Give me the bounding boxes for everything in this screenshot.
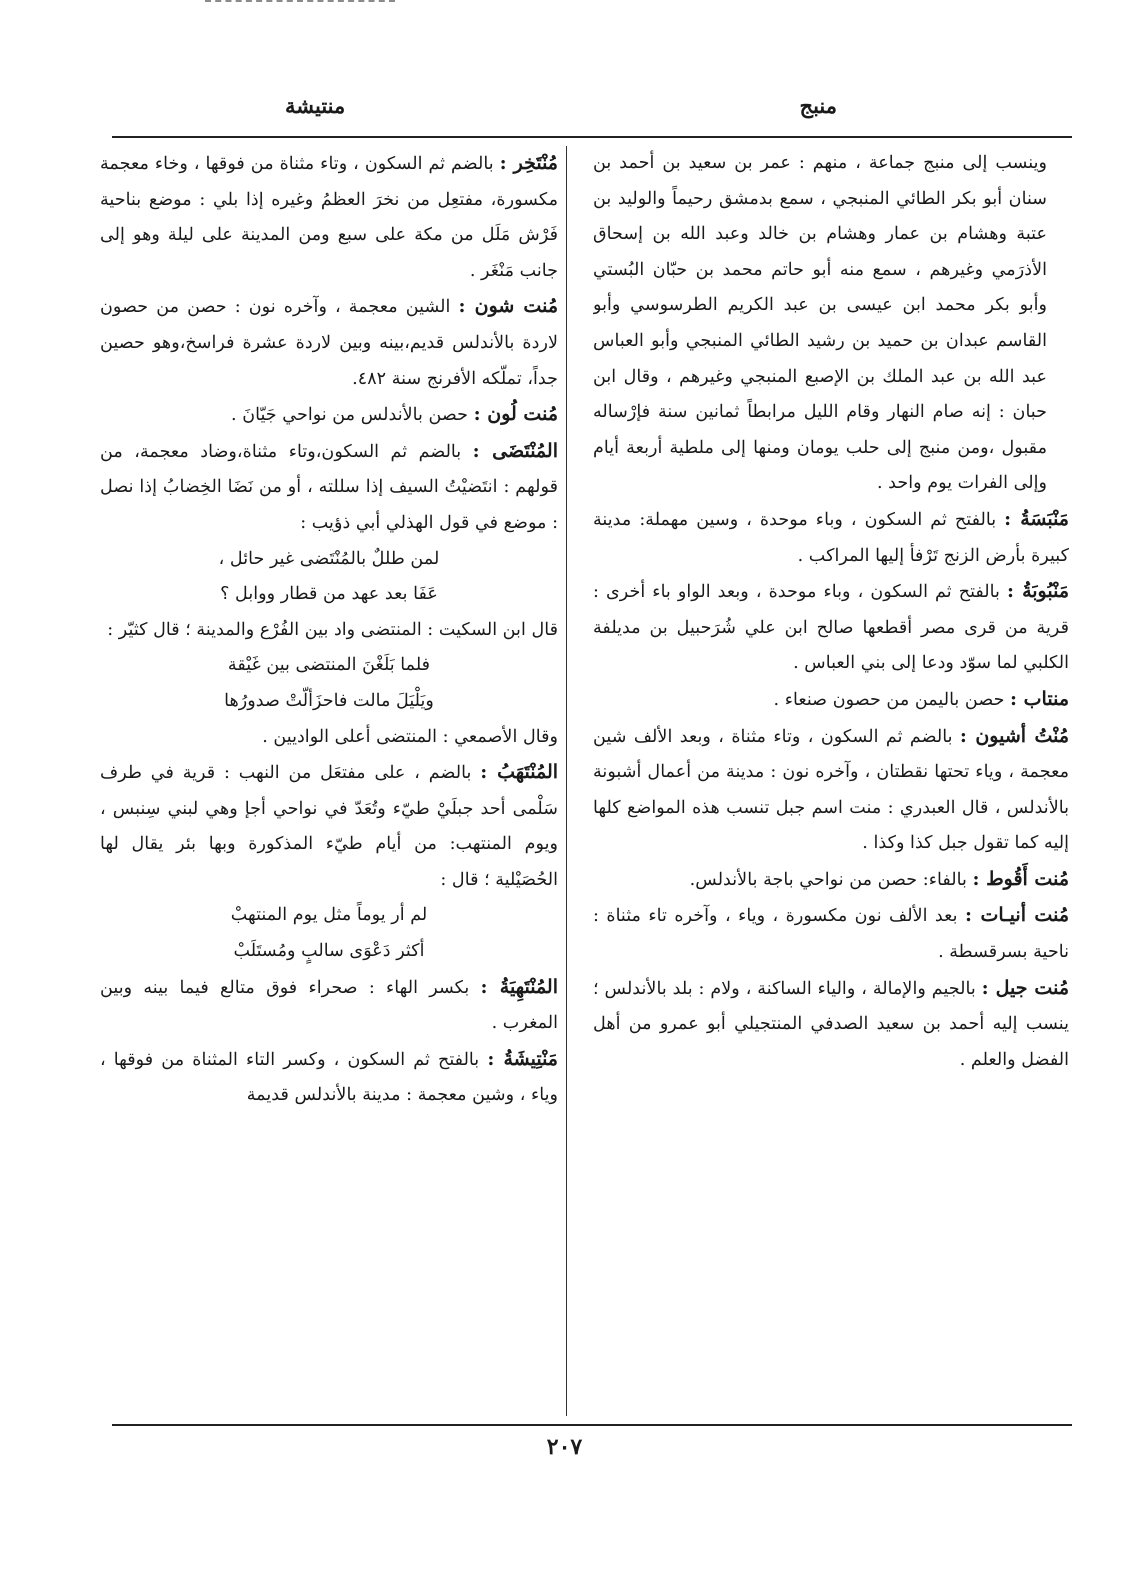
dictionary-entry bbox=[593, 898, 1069, 970]
entry-definition: بعد الألف نون مكسورة ، وياء ، وآخره تاء مثناة : ناحية بسرقسطة . bbox=[593, 906, 1069, 963]
footer-rule bbox=[112, 1424, 1072, 1426]
text-paragraph: قال ابن السكيت : المنتضى واد بين الفُرْع والمدينة ؛ قال كثيّر : bbox=[107, 619, 558, 640]
entry-definition: حصن بالأندلس من نواحي جَيّانَ . bbox=[231, 405, 474, 426]
entry-definition: بالفتح ثم السكون ، وباء موحدة ، وبعد الواو باء أخرى : قرية من قرى مصر أقطعها صالح ابن علي شُرَحبيل بن مديلفة الكلبي لما سوّد ودعا إلى بني العباس . bbox=[593, 582, 1069, 674]
entry-headword: مُنْتَخِر : bbox=[499, 152, 558, 174]
entry-headword: المُنْتَهِيَةُ : bbox=[480, 975, 558, 998]
dictionary-entry bbox=[100, 397, 558, 434]
dictionary-entry bbox=[100, 1042, 558, 1114]
dictionary-entry bbox=[593, 971, 1069, 1079]
entry-headword: مُنت أَقُوط : bbox=[972, 867, 1069, 890]
entry-definition: بالضم ثم السكون ، وتاء مثناة ، وبعد الألف شين معجمة ، وياء تحتها نقطتان ، وآخره نون : مدينة من أعمال أشبونة بالأندلس ، قال العبدري : منت اسم جبل تنسب هذه المواضع كلها إليه كما تقول جبل كذا وكذا . bbox=[593, 726, 1069, 854]
verse-line: ويَلْيَلَ مالت فاحزَألّتْ صدورُها bbox=[224, 690, 434, 711]
dictionary-entry bbox=[100, 289, 558, 397]
header-rule bbox=[112, 136, 1072, 138]
entry-definition: بالفتح ثم السكون ، وباء موحدة ، وسين مهملة: مدينة كبيرة بأرض الزنج تَرْفأ إليها المراكب . bbox=[593, 509, 1069, 566]
entry-definition: بالضم ثم السكون ، وتاء مثناة من فوقها ، وخاء معجمة مكسورة، مفتعِل من نخرَ العظمُ وغيره إذا بلي : موضع بناحية فَرْش مَلَل من مكة على سبع ومن المدينة على ليلة وهو إلى جانب مَنْغَر . bbox=[100, 154, 558, 281]
entry-headword: مُنْتُ أشيون : bbox=[959, 724, 1069, 747]
dictionary-entry bbox=[100, 970, 558, 1042]
entry-headword: مُنت جيل : bbox=[981, 976, 1069, 999]
running-head-left: منتيشة bbox=[285, 93, 346, 118]
entry-headword: مَنْبَسَةُ : bbox=[1004, 507, 1069, 530]
column-divider bbox=[566, 146, 567, 1416]
dictionary-entry bbox=[593, 862, 1069, 899]
entry-definition: بالفتح ثم السكون ، وكسر التاء المثناة من فوقها ، وياء ، وشين معجمة : مدينة بالأندلس قديمة bbox=[100, 1049, 558, 1106]
verse-line: لم أر يوماً مثل يوم المنتهبْ bbox=[230, 905, 428, 926]
dictionary-entry bbox=[593, 574, 1069, 682]
entry-headword: المُنْتَهَبُ : bbox=[480, 761, 558, 784]
entry-headword: منتاب : bbox=[1010, 687, 1069, 710]
entry-headword: مُنت أنيـات : bbox=[964, 904, 1069, 927]
dictionary-entry bbox=[100, 434, 558, 542]
page-number: ٢٠٧ bbox=[546, 1434, 583, 1460]
entry-headword: مَنْتِيشَةُ : bbox=[487, 1047, 558, 1070]
right-column bbox=[593, 146, 1069, 1421]
entry-headword: مُنت لُون : bbox=[473, 403, 558, 426]
running-head-right: منبج bbox=[799, 93, 837, 118]
entry-definition: بالجيم والإمالة ، والياء الساكنة ، ولام : بلد بالأندلس ؛ ينسب إليه أحمد بن سعيد الصدفي المنتجيلي أبو عمرو من أهل الفضل والعلم . bbox=[593, 978, 1069, 1070]
dictionary-entry bbox=[100, 146, 558, 289]
verse-line: فلما بَلَغْنَ المنتضى بين غَيْقة bbox=[227, 655, 431, 676]
dictionary-entry bbox=[593, 502, 1069, 574]
entry-headword: مَنْبُوبَةُ : bbox=[1006, 580, 1069, 603]
entry-definition: بالضم ، على مفتعَل من النهب : قرية في طرف سَلْمى أحد جبلَيْ طيّء وتُعَدّ في نواحي أجإ وهي لبني سِنبس ، ويوم المنتهب: من أيام طيّء المذكورة وبها بئر يقال لها الحُصَيْلية ؛ قال : bbox=[100, 763, 558, 890]
verse-line: عَفَا بعد عهد من قطار ووابل ؟ bbox=[220, 584, 438, 605]
verse-line: لمن طللٌ بالمُنْتَضى غير حائل ، bbox=[218, 548, 440, 569]
entry-headword: المُنْتَضَى : bbox=[472, 439, 558, 462]
verse-line: أكثر دَعْوَى سالبٍ ومُستَلَبْ bbox=[233, 941, 425, 962]
text-paragraph: وقال الأصمعي : المنتضى أعلى الواديين . bbox=[262, 726, 558, 747]
entry-definition: بالفاء: حصن من نواحي باجة بالأندلس. bbox=[689, 869, 973, 890]
top-dashed-mark bbox=[205, 0, 395, 10]
entry-definition: بالضم ثم السكون،وتاء مثناة،وضاد معجمة، من قولهم : انتَضيْتُ السيف إذا سللته ، أو من نَضَا الخِضابُ إذا نصل : موضع في قول الهذلي أبي ذؤيب : bbox=[100, 441, 558, 533]
dictionary-entry bbox=[100, 755, 558, 898]
entry-definition: بكسر الهاء : صحراء فوق متالع فيما بينه وبين المغرب . bbox=[100, 977, 558, 1034]
dictionary-entry bbox=[593, 719, 1069, 862]
entry-headword: مُنت شون : bbox=[458, 295, 558, 318]
left-column bbox=[100, 146, 558, 1421]
dictionary-entry bbox=[593, 682, 1069, 719]
entry-continuation: وينسب إلى منبج جماعة ، منهم : عمر بن سعيد بن أحمد بن سنان أبو بكر الطائي المنبجي ، سمع بدمشق رحيماً والوليد بن عتبة وهشام بن عمار وهشام بن خالد وعبد الله بن إسحاق الأذرَمي وغيرهم ، سمع منه أبو حاتم محمد بن حبّان البُستي وأبو بكر محمد ابن عيسى بن عبد الكريم الطرسوسي وأبو القاسم عبدان بن حميد بن رشيد الطائي المنبجي وأبو العباس عبد الله بن عبد الملك بن الإصبع المنبجي وغيرهم ، وقال ابن حبان : إنه صام النهار وقام الليل مرابطاً ثمانين سنة فإرْساله مقبول ،ومن منبج إلى حلب يومان ومنها إلى ملطية أربعة أيام وإلى الفرات يوم واحد . bbox=[593, 153, 1047, 494]
entry-definition: الشين معجمة ، وآخره نون : حصن من حصون لاردة بالأندلس قديم،بينه وبين لاردة عشرة فراسخ،وهو حصين جداً، تملّكه الأفرنج سنة ٤٨٢. bbox=[100, 297, 558, 389]
entry-definition: حصن باليمن من حصون صنعاء . bbox=[773, 689, 1011, 710]
